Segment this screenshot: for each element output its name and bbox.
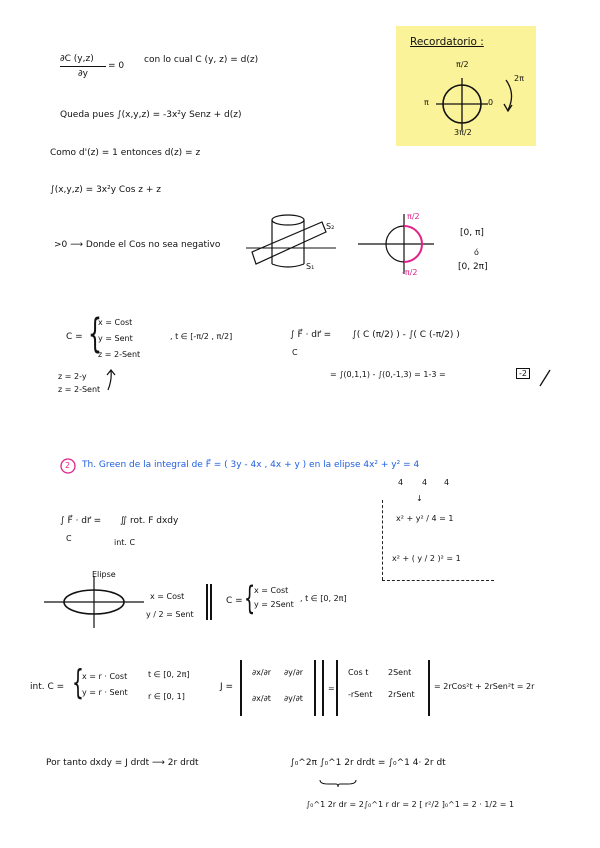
cp-x: x = Cost	[254, 586, 289, 595]
mat-12: 2Sent	[388, 668, 412, 677]
jac-bar-5	[428, 660, 430, 716]
determinant-result: = 2rCos²t + 2rSen²t = 2r	[434, 682, 535, 691]
y-half-sin-t: y / 2 = Sent	[146, 610, 194, 619]
half-circle-sketch	[356, 212, 436, 276]
s1-label: S₁	[306, 262, 315, 271]
line-integral-lhs: ∫ F⃗ · dr⃗ =	[290, 330, 332, 340]
mat-11: Cos t	[348, 668, 369, 677]
unit-circle-icon	[432, 74, 492, 134]
jacobian-label: J =	[220, 682, 234, 692]
cylinder-plane-sketch	[246, 208, 336, 278]
cp-y: y = 2Sent	[254, 600, 294, 609]
param-y: y = Sent	[98, 334, 133, 343]
por-tanto-line: Por tanto dxdy = J drdt ⟶ 2r drdt	[46, 758, 199, 768]
jac-bar-1	[240, 660, 242, 716]
x-cos-t: x = Cost	[150, 592, 185, 601]
con-lo-cual-line: con lo cual C (y, z) = d(z)	[144, 55, 259, 65]
note-arrow-label: 2π	[514, 74, 524, 83]
section-title: Th. Green de la integral de F⃗ = ( 3y - 4x , 4x + y ) en la elipse 4x² + y² = 4	[82, 460, 420, 470]
polar-x: x = r · Cost	[82, 672, 128, 681]
jac-22: ∂y/∂t	[284, 694, 303, 703]
reminder-sticky-note	[396, 26, 536, 146]
note-bottom-label: 3π/2	[454, 128, 472, 137]
param-brace: {	[244, 579, 256, 617]
ellipse-normalized-2: x² + ( y / 2 )² = 1	[392, 554, 461, 563]
green-lhs: ∫ F⃗ · dr⃗ =	[60, 516, 102, 526]
polar-y: y = r · Sent	[82, 688, 128, 697]
pi-half-label: π/2	[407, 212, 420, 221]
partial-c-equals: = 0	[108, 61, 125, 71]
int-c-brace: {	[72, 663, 84, 703]
section-number: 2	[65, 461, 71, 470]
s2-label: S₂	[326, 222, 335, 231]
note-right-label: 0	[488, 98, 494, 107]
dashed-divider-vertical	[382, 500, 383, 580]
z-eq-2: z = 2-Sent	[58, 385, 101, 394]
result-slash	[538, 364, 552, 388]
left-brace: {	[88, 311, 102, 357]
t-interval: t ∈ [0, 2π]	[148, 670, 190, 679]
double-integral-line: ∫₀^2π ∫₀^1 2r drdt = ∫₀^1 4· 2r dt	[290, 758, 446, 768]
green-rhs: ∬ rot. F dxdy	[120, 516, 179, 526]
minus-pi-half-label: -π/2	[402, 268, 418, 277]
interval-0-pi: [0, π]	[460, 228, 484, 238]
double-bar-left	[206, 584, 208, 620]
ellipse-normalized-1: x² + y² / 4 = 1	[396, 514, 454, 523]
curve-c-label: C =	[66, 332, 83, 342]
dashed-divider-horizontal	[382, 580, 494, 581]
jac-equals: =	[328, 684, 335, 693]
note-top-label: π/2	[456, 60, 469, 69]
param-z: z = 2-Sent	[98, 350, 141, 359]
queda-pues-line: Queda pues ∫(x,y,z) = -3x²y Senz + d(z)	[60, 110, 242, 120]
jac-bar-4	[336, 660, 338, 716]
int-c-label: int. C =	[30, 682, 65, 692]
divide-4-a: 4	[398, 478, 404, 487]
f-result-line: ∫(x,y,z) = 3x²y Cos z + z	[50, 185, 161, 195]
underbrace	[318, 778, 358, 788]
down-arrow-icon: ↓	[416, 494, 423, 503]
como-line: Como d'(z) = 1 entonces d(z) = z	[50, 148, 201, 158]
partial-c-denominator: ∂y	[78, 69, 88, 79]
note-left-label: π	[424, 98, 429, 107]
evaluation-line: = ∫(0,1,1) - ∫(0,-1,3) = 1-3 =	[330, 370, 446, 379]
double-bar-right	[210, 584, 212, 620]
note-title: Recordatorio :	[410, 36, 484, 48]
c-param-label: C =	[226, 596, 243, 606]
ellipse-label: Elipse	[92, 570, 116, 579]
line-integral-rhs: ∫( C (π/2) ) - ∫( C (-π/2) )	[352, 330, 460, 340]
up-arrow-icon	[104, 368, 118, 392]
or-label: ó	[474, 248, 479, 257]
jac-bar-3	[322, 660, 324, 716]
z-eq-1: z = 2-y	[58, 372, 87, 381]
r-interval: r ∈ [0, 1]	[148, 692, 185, 701]
green-rhs-sub: int. C	[114, 538, 136, 547]
param-x: x = Cost	[98, 318, 133, 327]
t-range: , t ∈ [-π/2 , π/2]	[170, 332, 233, 341]
interval-0-2pi: [0, 2π]	[458, 262, 488, 272]
divide-4-b: 4	[422, 478, 428, 487]
jac-11: ∂x/∂r	[252, 668, 271, 677]
line-integral-sub: C	[292, 348, 298, 357]
green-lhs-sub: C	[66, 534, 72, 543]
partial-c-numerator: ∂C (y,z)	[60, 54, 94, 64]
cp-t-range: , t ∈ [0, 2π]	[300, 594, 347, 603]
fraction-line	[60, 66, 106, 67]
mat-21: -rSent	[348, 690, 373, 699]
inner-integral-line: ∫₀^1 2r dr = 2∫₀^1 r dr = 2 [ r²/2 ]₀^1 = 2 · 1/2 = 1	[306, 800, 515, 809]
divide-4-c: 4	[444, 478, 450, 487]
jac-12: ∂y/∂r	[284, 668, 303, 677]
ellipse-sketch	[44, 576, 144, 628]
mat-22: 2rSent	[388, 690, 415, 699]
jac-bar-2	[314, 660, 316, 716]
cos-condition-line: >0 ⟶ Donde el Cos no sea negativo	[54, 240, 221, 250]
jac-21: ∂x/∂t	[252, 694, 271, 703]
boxed-result: -2	[516, 368, 530, 379]
